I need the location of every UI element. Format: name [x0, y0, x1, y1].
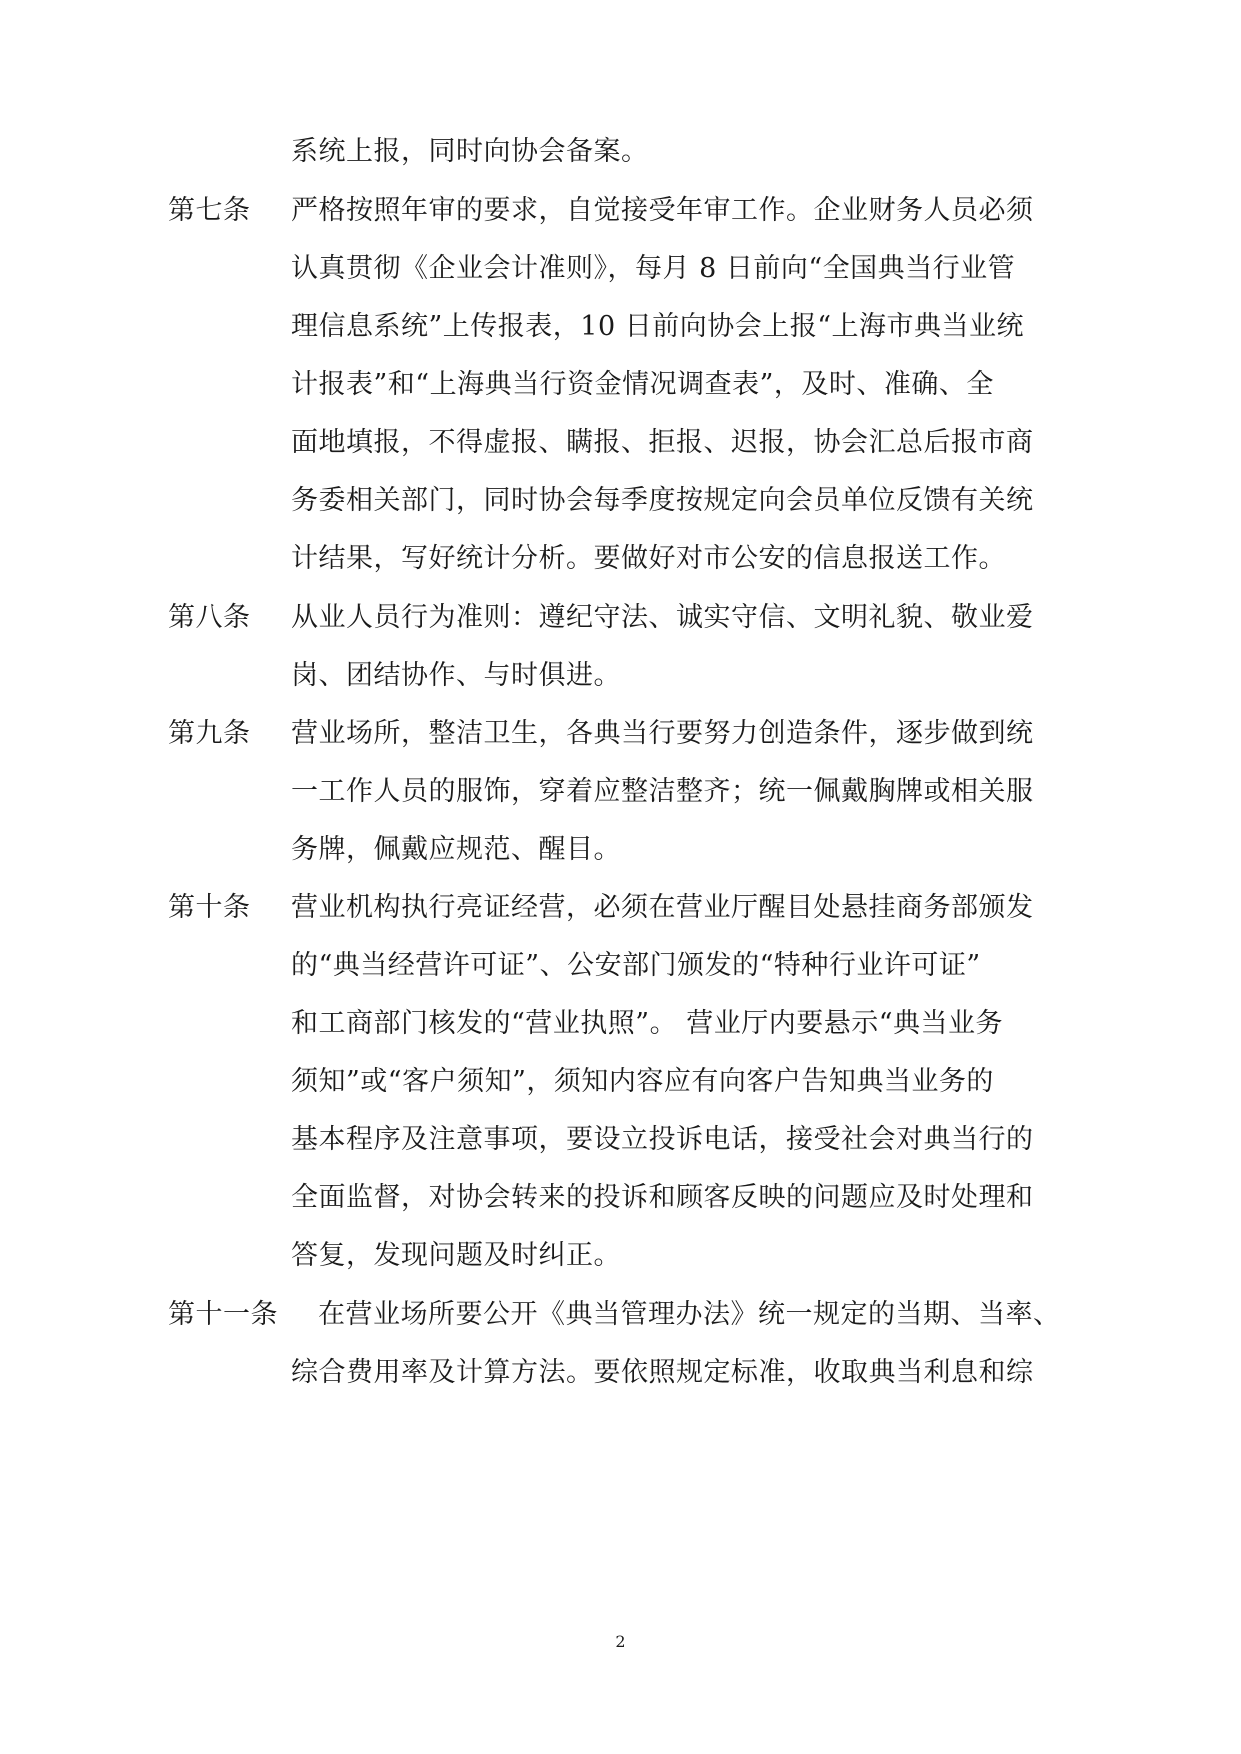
article-10-line: 答复，发现问题及时纠正。: [291, 1240, 621, 1271]
article-7-line: 认真贯彻《企业会计准则》，每月 8 日前向“全国典当行业管: [291, 253, 1016, 284]
article-11-line: 在营业场所要公开《典当管理办法》统一规定的当期、当率、: [318, 1299, 1061, 1330]
article-8-line: 岗、团结协作、与时俱进。: [291, 660, 621, 691]
article-8-line: 从业人员行为准则：遵纪守法、诚实守信、文明礼貌、敬业爱: [291, 602, 1034, 633]
article-9-line: 营业场所，整洁卫生，各典当行要努力创造条件，逐步做到统: [291, 718, 1034, 749]
article-9-line: 务牌，佩戴应规范、醒目。: [291, 834, 621, 865]
article-label-10: 第十条: [168, 892, 251, 923]
article-10-line: 基本程序及注意事项，要设立投诉电话，接受社会对典当行的: [291, 1124, 1034, 1155]
page-number: 2: [615, 1632, 626, 1651]
article-11-line: 综合费用率及计算方法。要依照规定标准，收取典当利息和综: [291, 1357, 1034, 1388]
article-7-line: 计结果，写好统计分析。要做好对市公安的信息报送工作。: [291, 543, 1006, 574]
article-label-7: 第七条: [168, 195, 251, 226]
article-10-line: 须知”或“客户须知”，须知内容应有向客户告知典当业务的: [291, 1066, 994, 1097]
article-10-line: 的“典当经营许可证”、公安部门颁发的“特种行业许可证”: [291, 950, 981, 981]
article-7-line: 务委相关部门，同时协会每季度按规定向会员单位反馈有关统: [291, 485, 1034, 516]
article-10-line: 营业机构执行亮证经营，必须在营业厅醒目处悬挂商务部颁发: [291, 892, 1034, 923]
article-10-line: 全面监督，对协会转来的投诉和顾客反映的问题应及时处理和: [291, 1182, 1034, 1213]
article-7-line: 面地填报，不得虚报、瞒报、拒报、迟报，协会汇总后报市商: [291, 427, 1034, 458]
article-10-line: 和工商部门核发的“营业执照”。 营业厅内要悬示“典当业务: [291, 1008, 1003, 1039]
article-label-8: 第八条: [168, 602, 251, 633]
article-label-11: 第十一条: [168, 1299, 278, 1330]
article-7-line: 计报表”和“上海典当行资金情况调查表”，及时、准确、全: [291, 369, 994, 400]
article-9-line: 一工作人员的服饰，穿着应整洁整齐；统一佩戴胸牌或相关服: [291, 776, 1034, 807]
article-label-9: 第九条: [168, 718, 251, 749]
article-7-line: 理信息系统”上传报表，10 日前向协会上报“上海市典当业统: [291, 311, 1025, 342]
continuation-line: 系统上报，同时向协会备案。: [291, 136, 649, 167]
article-7-line: 严格按照年审的要求，自觉接受年审工作。企业财务人员必须: [291, 195, 1034, 226]
